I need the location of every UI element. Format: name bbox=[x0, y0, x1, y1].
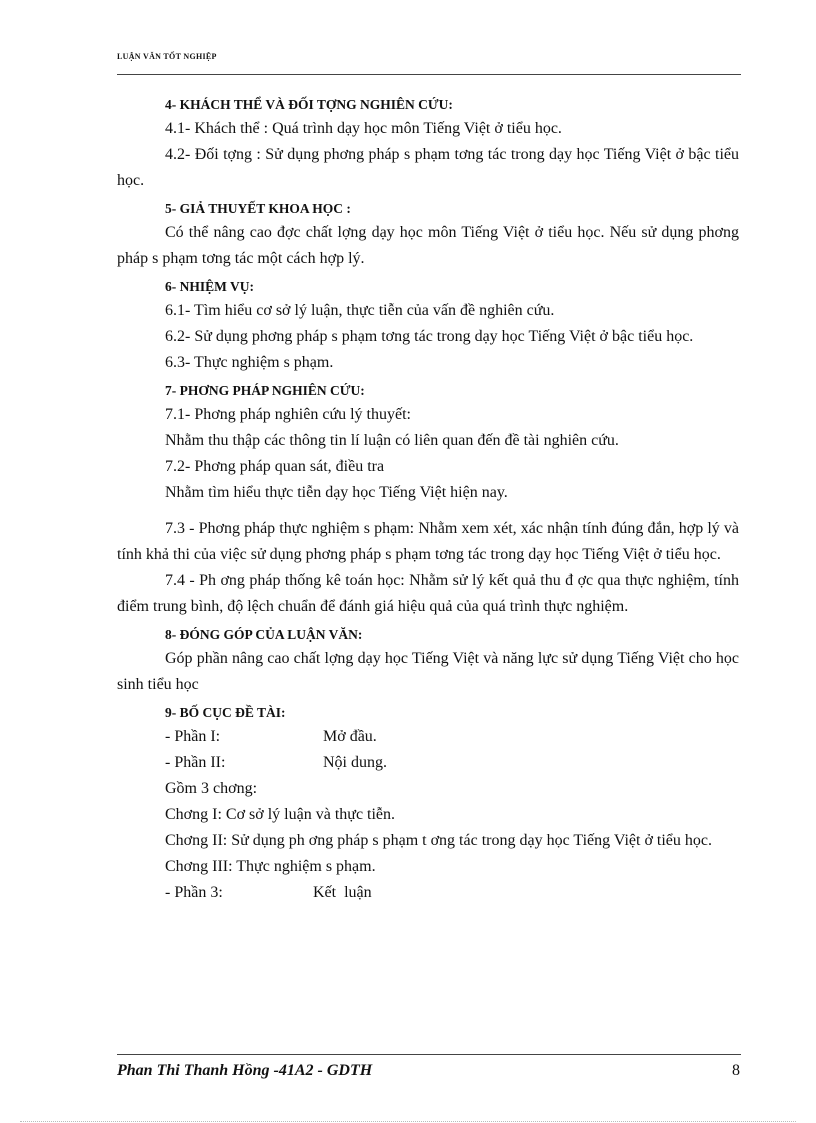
paragraph: Chơng II: Sử dụng ph ơng pháp s phạm t ơng tác trong dạy học Tiếng Việt ở tiểu học. bbox=[165, 832, 712, 849]
section-8 bbox=[117, 624, 739, 698]
page-number: 8 bbox=[732, 1062, 740, 1079]
paragraph: Chơng I: Cơ sở lý luận và thực tiễn. bbox=[165, 806, 396, 823]
paragraph: 7.1- Phơng pháp nghiên cứu lý thuyết: bbox=[165, 406, 411, 423]
list-item: - Phần I: Mở đầu. bbox=[165, 728, 377, 745]
page-body bbox=[117, 90, 739, 906]
paragraph: 7.4 - Ph ơng pháp thống kê toán học: Nhằm sử lý kết quả thu đ ợc qua thực nghiệm, tính điểm trung bình, độ lệch chuẩn để đánh giá hiệu quả của quá trình thực nghiệm. bbox=[117, 572, 739, 615]
list-item: - Phần II: Nội dung. bbox=[165, 754, 387, 771]
section-heading: 5- GIẢ THUYẾT KHOA HỌC : bbox=[165, 201, 351, 216]
footer-author: Phan Thi Thanh Hồng -41A2 - GDTH bbox=[117, 1062, 373, 1079]
running-header: LUẬN VĂN TỐT NGHIỆP bbox=[117, 52, 217, 61]
paragraph: Có thể nâng cao đợc chất lợng dạy học môn Tiếng Việt ở tiểu học. Nếu sử dụng phơng pháp s phạm tơng tác một cách hợp lý. bbox=[117, 224, 739, 267]
section-heading: 4- KHÁCH THỂ VÀ ĐỐI TỢNG NGHIÊN CỨU: bbox=[165, 97, 453, 112]
paragraph: 4.2- Đối tợng : Sử dụng phơng pháp s phạm tơng tác trong dạy học Tiếng Việt ở bậc tiểu học. bbox=[117, 146, 739, 189]
section-6 bbox=[117, 276, 739, 376]
page-edge-divider bbox=[20, 1121, 796, 1122]
section-heading: 8- ĐÓNG GÓP CỦA LUẬN VĂN: bbox=[165, 627, 363, 642]
paragraph: 4.1- Khách thể : Quá trình dạy học môn Tiếng Việt ở tiểu học. bbox=[165, 120, 562, 137]
section-4 bbox=[117, 94, 739, 194]
paragraph: 7.2- Phơng pháp quan sát, điều tra bbox=[165, 458, 385, 475]
footer-rule bbox=[117, 1054, 741, 1055]
paragraph: Nhằm tìm hiểu thực tiễn dạy học Tiếng Việt hiện nay. bbox=[165, 484, 508, 501]
paragraph: 7.3 - Phơng pháp thực nghiệm s phạm: Nhằm xem xét, xác nhận tính đúng đắn, hợp lý và tính khả thi của việc sử dụng phơng pháp s phạm tơng tác trong dạy học Tiếng Việt ở tiểu học. bbox=[117, 520, 739, 563]
paragraph: 6.2- Sử dụng phơng pháp s phạm tơng tác trong dạy học Tiếng Việt ở bậc tiểu học. bbox=[165, 328, 694, 345]
paragraph: Nhằm thu thập các thông tin lí luận có liên quan đến đề tài nghiên cứu. bbox=[165, 432, 619, 449]
paragraph: Chơng III: Thực nghiệm s phạm. bbox=[165, 858, 376, 875]
section-heading: 9- BỐ CỤC ĐỀ TÀI: bbox=[165, 705, 286, 720]
paragraph: 6.1- Tìm hiểu cơ sở lý luận, thực tiễn của vấn đề nghiên cứu. bbox=[165, 302, 555, 319]
list-item: - Phần 3: Kết luận bbox=[165, 884, 372, 901]
header-rule bbox=[117, 74, 741, 75]
section-5 bbox=[117, 198, 739, 272]
section-heading: 6- NHIỆM VỤ: bbox=[165, 279, 254, 294]
paragraph: 6.3- Thực nghiệm s phạm. bbox=[165, 354, 334, 371]
section-heading: 7- PHƠNG PHÁP NGHIÊN CỨU: bbox=[165, 383, 365, 398]
section-9 bbox=[117, 702, 739, 906]
paragraph: Góp phần nâng cao chất lợng dạy học Tiếng Việt và năng lực sử dụng Tiếng Việt cho học sinh tiểu học bbox=[117, 650, 739, 693]
section-7 bbox=[117, 380, 739, 620]
paragraph: Gồm 3 chơng: bbox=[165, 780, 258, 797]
